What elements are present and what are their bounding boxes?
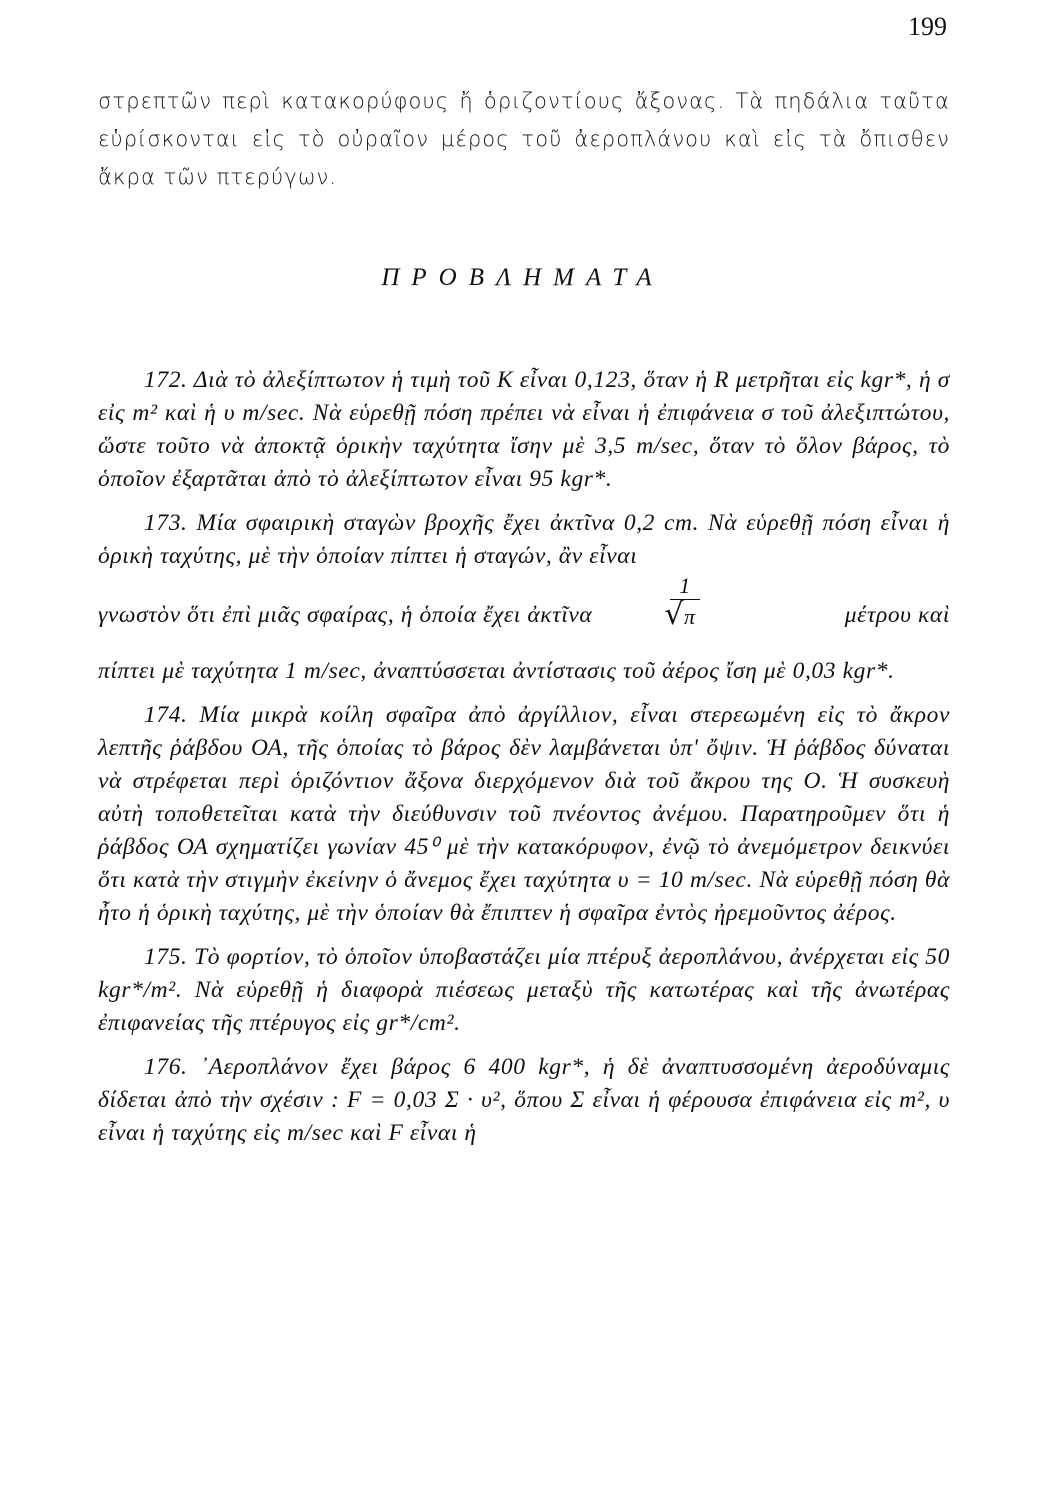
fraction-denominator: [658, 597, 702, 632]
problems-list: [98, 364, 950, 1161]
section-title: ΠΡΟΒΛΗΜΑΤΑ: [381, 264, 664, 291]
problem-text: Διὰ τὸ ἀλεξίπτωτον ἡ τιμὴ τοῦ K εἶναι 0,123, ὅταν ἡ R μετρῆται εἰς kgr*, ἡ σ εἰς m² καὶ ἡ υ m/sec. Νὰ εὑρεθῇ πόση πρέπει νὰ εἶναι ἡ ἐπιφάνεια σ τοῦ ἀλεξιπτώτου, ὥστε τοῦτο νὰ ἀποκτᾷ ὁρικὴν ταχύτητα ἴσην μὲ 3,5 m/sec, ὅταν τὸ ὅλον βάρος, τὸ ὁποῖον ἐξαρτᾶται ἀπὸ τὸ ἀλεξίπτωτον εἶναι 95 kgr*.: [98, 367, 950, 492]
problem-text: Τὸ φορτίον, τὸ ὁποῖον ὑποβαστάζει μία πτέρυξ ἀεροπλάνου, ἀνέρχεται εἰς 50 kgr*/m². Νὰ εὑρεθῇ ἡ διαφορὰ πιέσεως μεταξὺ τῆς κατωτέρας καὶ τῆς ἀνωτέρας ἐπιφανείας τῆς πτέρυγος εἰς gr*/cm².: [98, 944, 951, 1036]
intro-paragraph: στρεπτῶν περὶ κατακορύφους ἤ ὁριζοντίους ἄξονας. Τὰ πηδάλια ταῦτα εὑρίσκονται εἰς τὸ οὐραῖον μέρος τοῦ ἀεροπλάνου καὶ εἰς τὰ ὄπισθεν ἄκρα τῶν πτερύγων.: [98, 89, 950, 189]
problem-176: [98, 1051, 950, 1150]
problem-text-continued: πίπτει μὲ ταχύτητα 1 m/sec, ἀναπτύσσεται ἀντίστασις τοῦ ἀέρος ἴση μὲ 0,03 kgr*.: [98, 658, 895, 684]
square-root-icon: √: [664, 597, 685, 632]
problem-number: 175.: [144, 944, 188, 970]
problem-text: Μία μικρὰ κοίλη σφαῖρα ἀπὸ ἀργίλλιον, εἶναι στερεωμένη εἰς τὸ ἄκρον λεπτῆς ῥάβδου ΟΑ, τῆς ὁποίας τὸ βάρος δὲν λαμβάνεται ὑπ' ὄψιν. Ἡ ῥάβδος δύναται νὰ στρέφεται περὶ ὁριζόντιον ἄξονα διερχόμενον διὰ τοῦ ἄκρου της Ο. Ἡ συσκευὴ αὐτὴ τοποθετεῖται κατὰ τὴν διεύθυνσιν τοῦ πνέοντος ἀνέμου. Παρατηροῦμεν ὅτι ἡ ῥάβδος ΟΑ σχηματίζει γωνίαν 45⁰ μὲ τὴν κατακόρυφον, ἐνῷ τὸ ἀνεμόμετρον δεικνύει ὅτι κατὰ τὴν στιγμὴν ἐκείνην ὁ ἄνεμος ἔχει ταχύτητα υ = 10 m/sec. Νὰ εὑρεθῇ πόση θὰ ἦτο ἡ ὁρικὴ ταχύτης, μὲ τὴν ὁποίαν θὰ ἔπιπτεν ἡ σφαῖρα ἐντὸς ἠρεμοῦντος ἀέρος.: [98, 702, 950, 926]
fraction: [658, 573, 702, 632]
problem-172: [98, 364, 950, 496]
problem-text: Μία σφαιρικὴ σταγὼν βροχῆς ἔχει ἀκτῖνα 0,2 cm. Νὰ εὑρεθῇ πόση εἶναι ἡ ὁρικὴ ταχύτης, μὲ τὴν ὁποίαν πίπτει ἡ σταγών, ἂν εἶναι: [98, 510, 950, 569]
problem-number: 172.: [144, 367, 188, 393]
problem-number: 173.: [144, 510, 188, 536]
problem-174: [98, 699, 950, 930]
problem-175: [98, 941, 950, 1040]
problem-text: ᾿Αεροπλάνον ἔχει βάρος 6 400 kgr*, ἡ δὲ ἀναπτυσσομένη ἀεροδύναμις δίδεται ἀπὸ τὴν σχέσιν : F = 0,03 Σ · υ², ὅπου Σ εἶναι ἡ φέρουσα ἐπιφάνεια εἰς m², υ εἶναι ἡ ταχύτης εἰς m/sec καὶ F εἶναι ἡ: [98, 1054, 950, 1146]
page-number: 199: [908, 12, 947, 41]
fraction-numerator: 1: [670, 573, 700, 600]
fraction-line: [98, 573, 950, 655]
fraction-denominator-value: π: [684, 604, 696, 629]
fraction-right-text: μέτρου καὶ: [844, 602, 950, 628]
problem-173: [98, 507, 950, 688]
problem-number: 174.: [144, 702, 188, 728]
fraction-left-text: γνωστὸν ὅτι ἐπὶ μιᾶς σφαίρας, ἡ ὁποία ἔχει ἀκτῖνα: [98, 602, 593, 628]
problem-number: 176.: [144, 1054, 188, 1080]
